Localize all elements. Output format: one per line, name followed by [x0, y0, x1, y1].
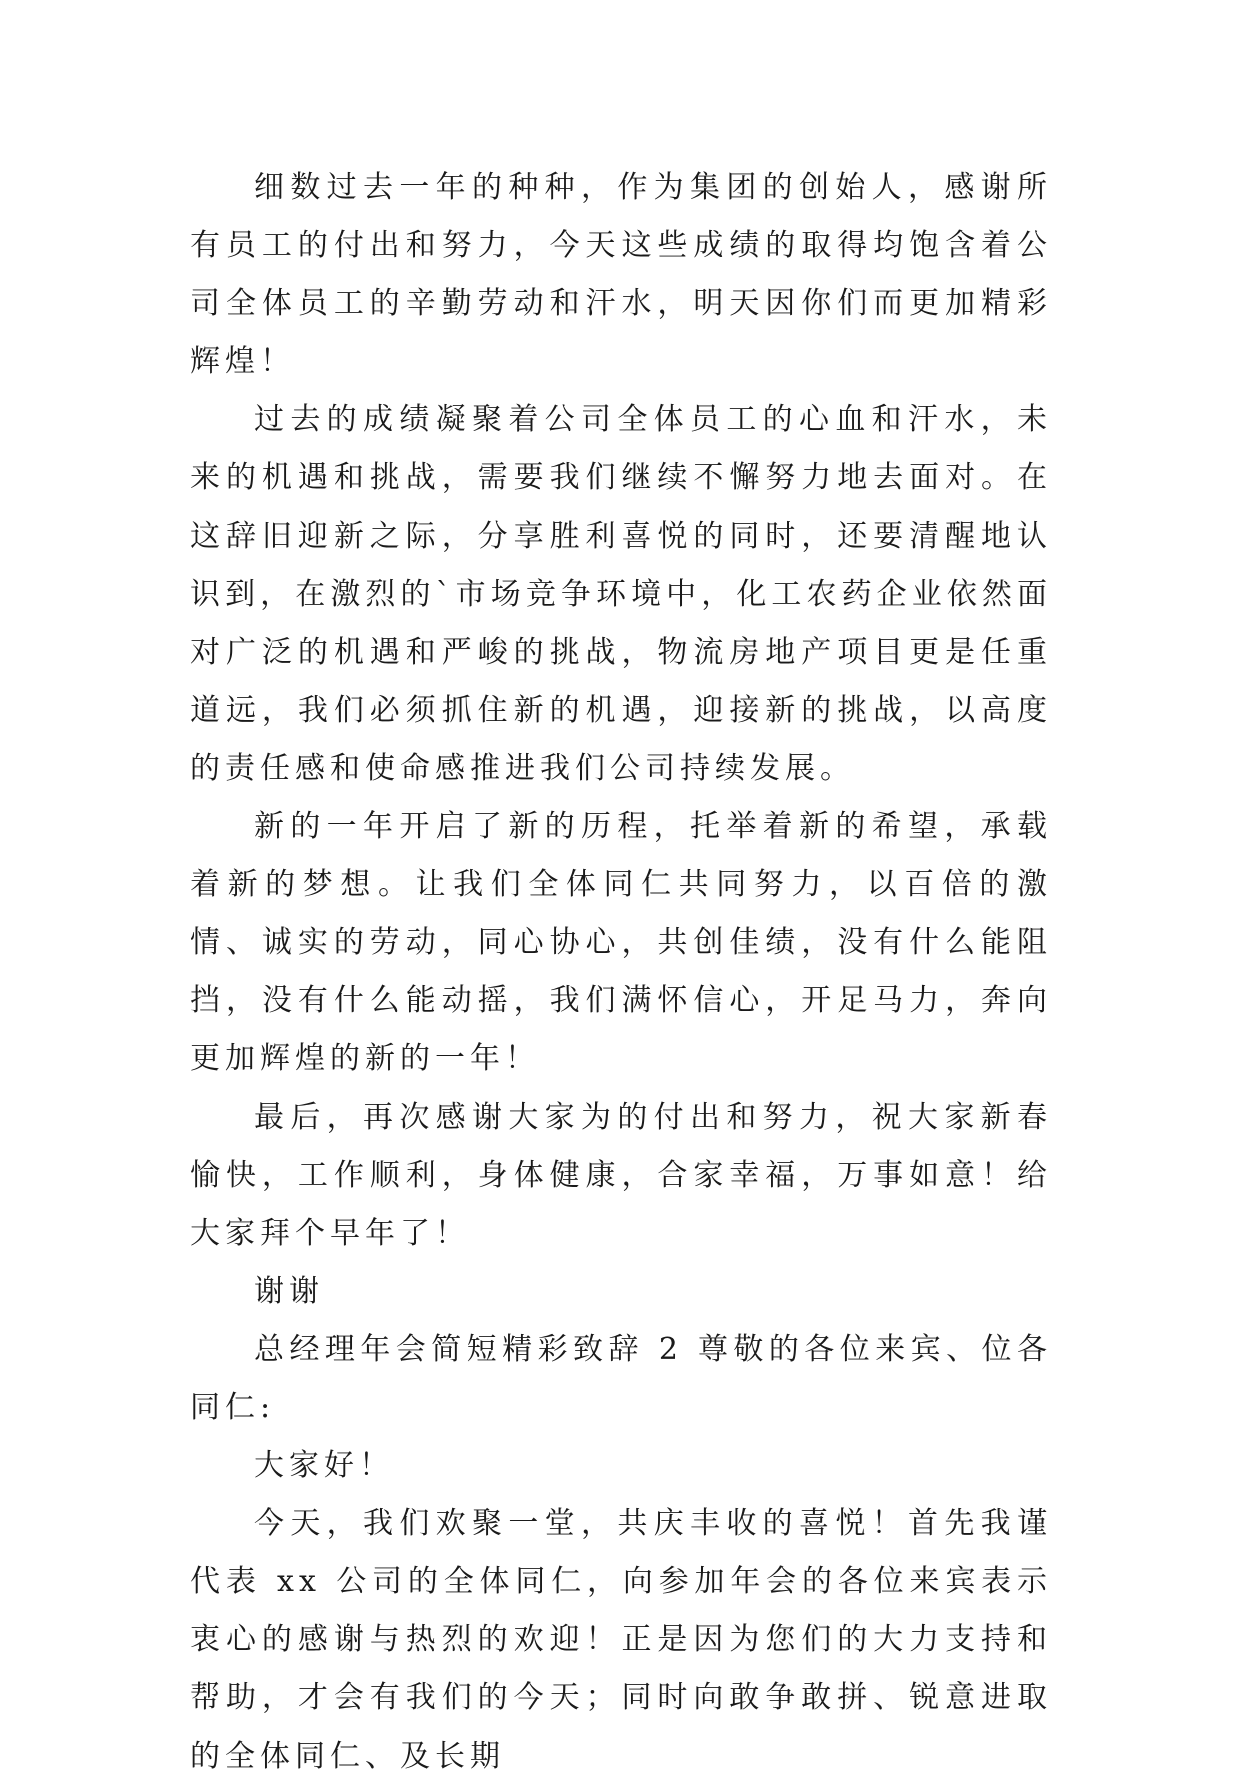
paragraph-opening: 今天，我们欢聚一堂，共庆丰收的喜悦！首先我谨代表 xx 公司的全体同仁，向参加年会的各位来宾表示衷心的感谢与热烈的欢迎！正是因为您们的大力支持和帮助，才会有我们的今天；同时向敢争敢拼、锐意进取的全体同仁、及长期 — [190, 1506, 1052, 1774]
paragraph-greeting: 大家好！ — [254, 1448, 394, 1484]
paragraph-past-achievements: 过去的成绩凝聚着公司全体员工的心血和汗水，未来的机遇和挑战，需要我们继续不懈努力地去面对。在这辞旧迎新之际，分享胜利喜悦的同时，还要清醒地认识到，在激烈的`市场竞争环境中，化工农药企业依然面对广泛的机遇和严峻的挑战，物流房地产项目更是任重道远，我们必须抓住新的机遇，迎接新的挑战，以高度的责任感和使命感推进我们公司持续发展。 — [190, 402, 1052, 786]
paragraph-gratitude: 细数过去一年的种种，作为集团的创始人，感谢所有员工的付出和努力，今天这些成绩的取得均饱含着公司全体员工的辛勤劳动和汗水，明天因你们而更加精彩辉煌！ — [190, 170, 1052, 380]
document-body — [190, 159, 1052, 1786]
paragraph-thanks: 谢谢 — [254, 1273, 324, 1309]
paragraph-speech-title: 总经理年会简短精彩致辞 2 尊敬的各位来宾、位各同仁: — [190, 1331, 1052, 1425]
paragraph-closing-wishes: 最后，再次感谢大家为的付出和努力，祝大家新春愉快，工作顺利，身体健康，合家幸福，万事如意！给大家拜个早年了！ — [190, 1099, 1052, 1251]
paragraph-new-year: 新的一年开启了新的历程，托举着新的希望，承载着新的梦想。让我们全体同仁共同努力，以百倍的激情、诚实的劳动，同心协心，共创佳绩，没有什么能阻挡，没有什么能动摇，我们满怀信心，开足马力，奔向更加辉煌的新的一年！ — [190, 809, 1052, 1077]
